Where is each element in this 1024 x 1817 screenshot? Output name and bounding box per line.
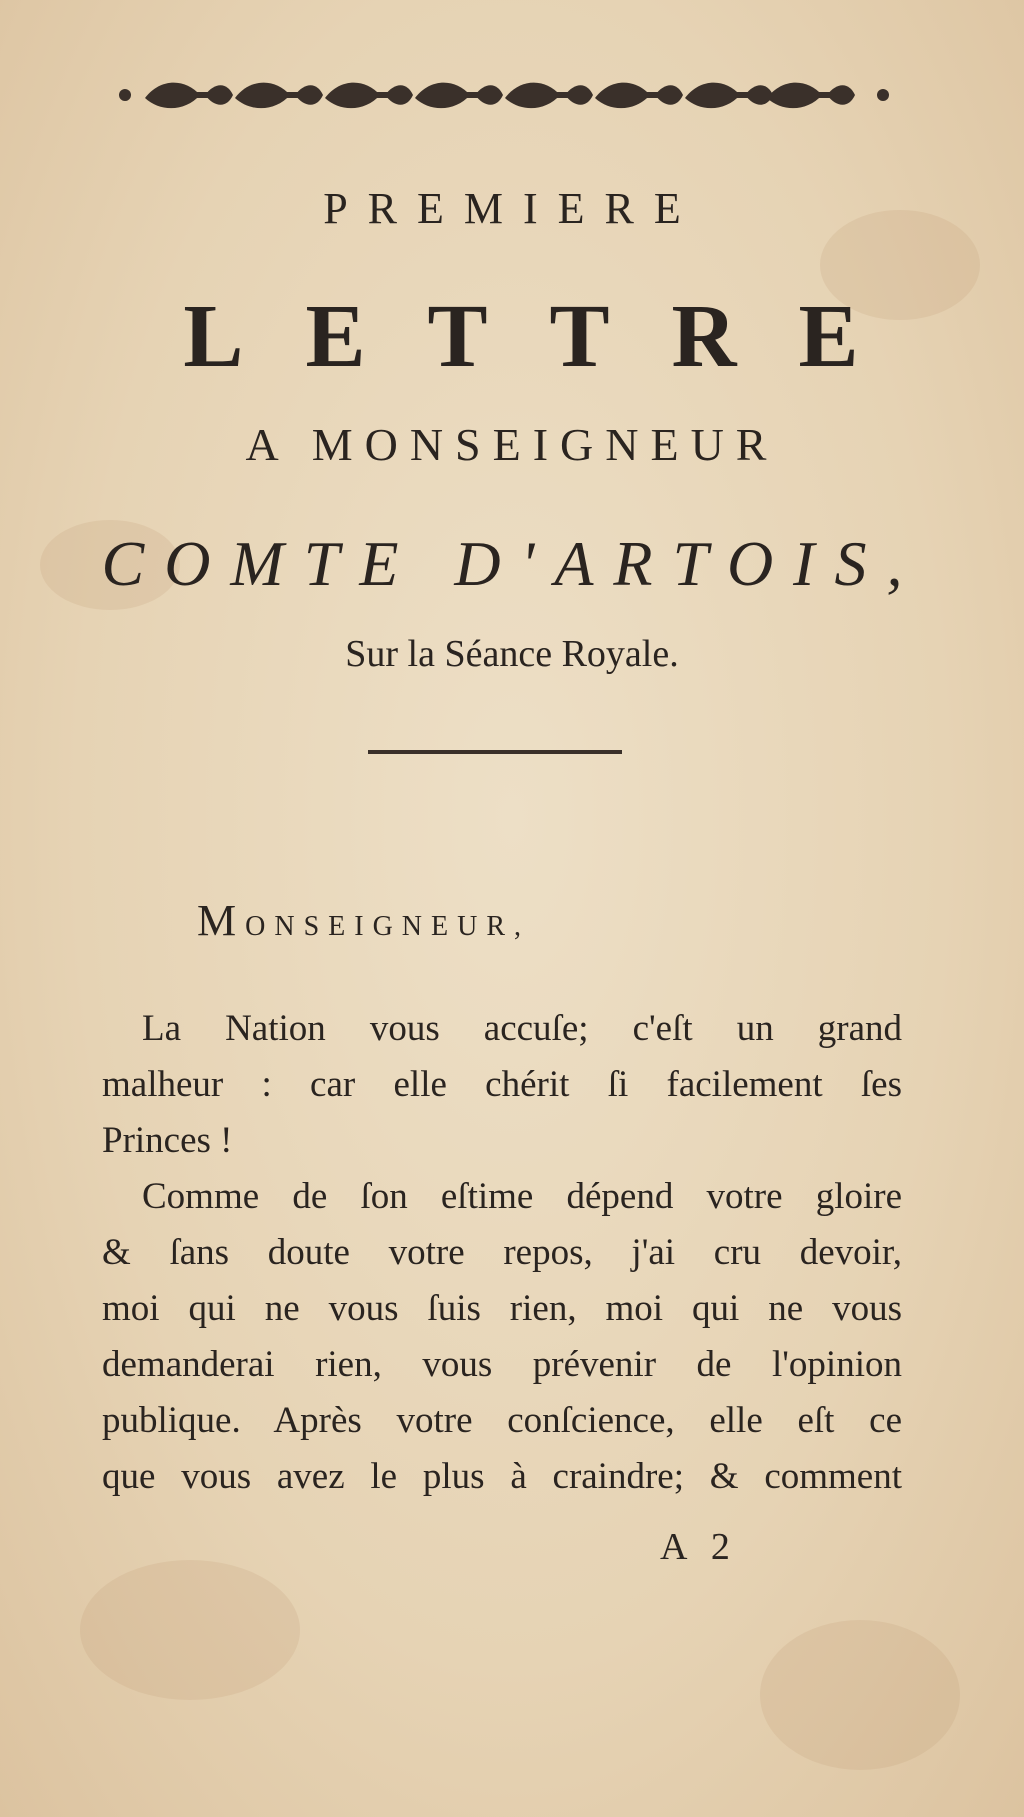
divider-rule <box>368 750 622 754</box>
body-line: demanderai rien, vous prévenir de l'opinion <box>102 1344 902 1385</box>
salutation-rest: ONSEIGNEUR, <box>245 911 531 942</box>
body-line: moi qui ne vous ſuis rien, moi qui ne vous <box>102 1288 902 1329</box>
paper-stain <box>760 1620 960 1770</box>
signature-mark: A 2 <box>660 1526 738 1568</box>
title-lettre: LETTRE <box>183 287 921 386</box>
body-line: que vous avez le plus à craindre; & comment <box>102 1456 902 1497</box>
body-line: Comme de ſon eſtime dépend votre gloire <box>142 1176 902 1217</box>
salutation-initial: M <box>197 896 246 945</box>
title-comte-artois: COMTE D'ARTOIS, <box>101 528 923 599</box>
ornament-band <box>115 70 893 120</box>
body-line: & ſans doute votre repos, j'ai cru devoir, <box>102 1232 902 1273</box>
salutation <box>197 895 530 946</box>
body-line: La Nation vous accuſe; c'eſt un grand <box>142 1008 902 1049</box>
paper-stain <box>80 1560 300 1700</box>
body-line: Princes ! <box>102 1120 233 1161</box>
body-line: publique. Après votre conſcience, elle eſt ce <box>102 1400 902 1441</box>
subtitle-seance-royale: Sur la Séance Royale. <box>345 633 679 675</box>
title-premiere: PREMIERE <box>323 184 701 233</box>
body-line: malheur : car elle chérit ſi facilement ſes <box>102 1064 902 1105</box>
title-a-monseigneur: A MONSEIGNEUR <box>245 419 779 470</box>
